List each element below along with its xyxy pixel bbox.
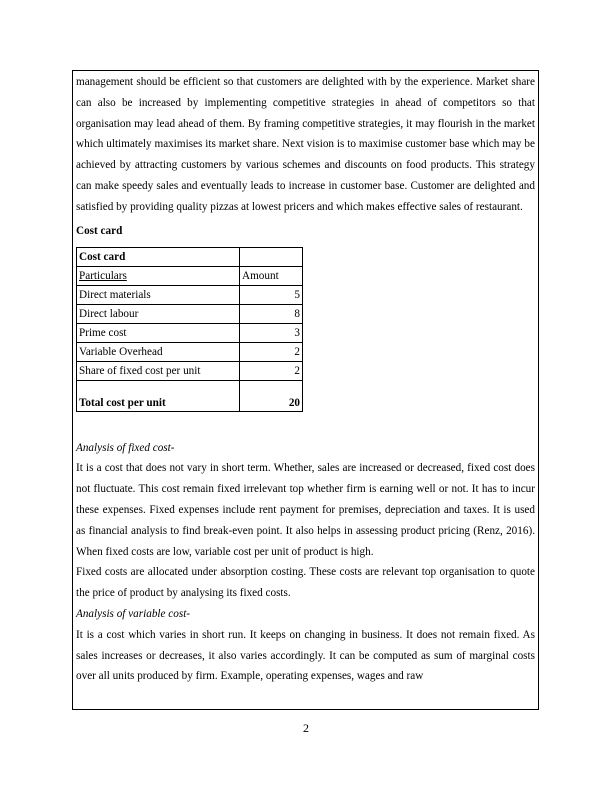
table-title-empty-cell — [240, 247, 303, 266]
total-amount: 20 — [240, 380, 303, 411]
row-amount: 2 — [240, 342, 303, 361]
row-label: Share of fixed cost per unit — [77, 361, 240, 380]
cost-card-heading: Cost card — [76, 224, 123, 237]
fixed-cost-heading: Analysis of fixed cost- — [76, 441, 175, 454]
table-title-row — [77, 247, 303, 266]
fixed-cost-paragraph-1: It is a cost that does not vary in short term. Whether, sales are increased or decreased, fixed cost does not fluctuate. This cost remain fixed irrelevant top whether firm is earning well or not. It has to incur these expenses. Fixed expenses include rent payment for premises, depreciation and taxes. It is used as financial analysis to find break-even point. It also helps in assessing product pricing (Renz, 2016). When fixed costs are low, variable cost per unit of product is high. — [76, 462, 535, 558]
variable-cost-heading: Analysis of variable cost- — [76, 607, 191, 620]
table-total-row — [77, 380, 303, 411]
table-row — [77, 304, 303, 323]
fixed-cost-paragraph-2: Fixed costs are allocated under absorption costing. These costs are relevant top organisation to quote the price of product by analysing its fixed costs. — [76, 566, 535, 600]
table-row — [77, 323, 303, 342]
row-amount: 5 — [240, 285, 303, 304]
page-number: 2 — [303, 721, 309, 735]
total-label: Total cost per unit — [77, 380, 240, 411]
intro-paragraph: management should be efficient so that customers are delighted with by the experience. Market share can also be increased by implementing competitive strategies in ahead of competitors so that organisation may lead ahead of them. By framing competitive strategies, it may flourish in the market which ultimately maximises its market share. Next vision is to maximise customer base which may be achieved by attracting customers by various schemes and discounts on food products. This strategy can make speedy sales and eventually leads to increase in customer base. Customer are delighted and satisfied by providing quality pizzas at lowest pricers and which makes effective sales of restaurant. — [76, 76, 535, 213]
row-amount: 2 — [240, 361, 303, 380]
cost-card-table — [76, 247, 303, 412]
variable-cost-paragraph-1: It is a cost which varies in short run. It keeps on changing in business. It does not remain fixed. As sales increases or decreases, it also varies accordingly. It can be computed as sum of marginal costs over all units produced by firm. Example, operating expenses, wages and raw — [76, 628, 535, 683]
section-spacer — [76, 412, 535, 438]
row-amount: 3 — [240, 323, 303, 342]
header-particulars: Particulars — [79, 269, 127, 282]
table-row — [77, 342, 303, 361]
page-content-frame — [72, 70, 539, 710]
row-label: Direct materials — [77, 285, 240, 304]
row-label: Variable Overhead — [77, 342, 240, 361]
row-amount: 8 — [240, 304, 303, 323]
row-label: Direct labour — [77, 304, 240, 323]
table-title: Cost card — [77, 247, 240, 266]
table-row — [77, 285, 303, 304]
table-header-row — [77, 266, 303, 285]
table-row — [77, 361, 303, 380]
row-label: Prime cost — [77, 323, 240, 342]
header-amount: Amount — [240, 266, 303, 285]
